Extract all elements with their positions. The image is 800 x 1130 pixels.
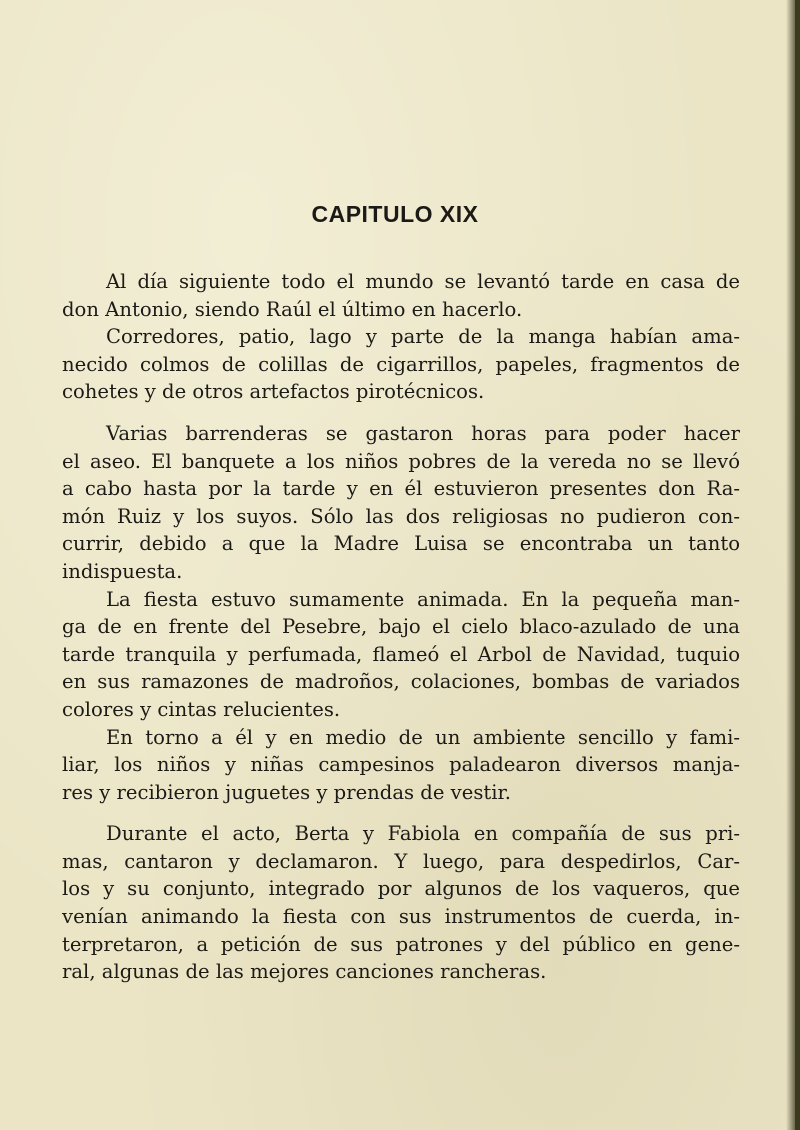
paragraph	[62, 420, 740, 586]
text-line: tarde tranquila y perfumada, flameó el Arbol de Navidad, tuquio	[62, 642, 740, 666]
text-line: colores y cintas relucientes.	[62, 697, 341, 721]
text-line: los y su conjunto, integrado por algunos de los vaqueros, que	[62, 877, 740, 901]
chapter-body	[62, 268, 740, 986]
text-line: Varias barrenderas se gastaron horas para poder hacer	[106, 421, 740, 445]
text-line: En torno a él y en medio de un ambiente sencillo y fami-	[106, 725, 740, 749]
text-line: terpretaron, a petición de sus patrones y del público en gene-	[62, 932, 740, 956]
text-line: en sus ramazones de madroños, colaciones, bombas de variados	[62, 670, 740, 694]
page-edge-strip	[795, 0, 800, 1130]
text-line: Al día siguiente todo el mundo se levantó tarde en casa de	[106, 270, 740, 293]
paragraph	[62, 724, 740, 807]
text-line: indispuesta.	[62, 559, 183, 583]
text-line: La fiesta estuvo sumamente animada. En la pequeña man-	[106, 587, 740, 611]
text-line: Durante el acto, Berta y Fabiola en compañía de sus pri-	[106, 822, 740, 846]
text-line: res y recibieron juguetes y prendas de vestir.	[62, 780, 511, 804]
text-line: ga de en frente del Pesebre, bajo el cielo blaco-azulado de una	[62, 615, 740, 639]
paragraph	[62, 586, 740, 724]
text-line: el aseo. El banquete a los niños pobres de la vereda no se llevó	[62, 449, 740, 473]
paragraph	[62, 268, 740, 323]
text-line: don Antonio, siendo Raúl el último en hacerlo.	[62, 297, 523, 321]
text-line: currir, debido a que la Madre Luisa se encontraba un tanto	[62, 532, 740, 556]
paragraph	[62, 323, 740, 406]
text-line: liar, los niños y niñas campesinos paladearon diversos manja-	[62, 753, 740, 777]
text-line: a cabo hasta por la tarde y en él estuvieron presentes don Ra-	[62, 477, 740, 501]
text-line: món Ruiz y los suyos. Sólo las dos religiosas no pudieron con-	[62, 504, 740, 528]
paragraph	[62, 820, 740, 986]
text-line: mas, cantaron y declamaron. Y luego, para despedirlos, Car-	[62, 849, 740, 873]
text-line: cohetes y de otros artefactos pirotécnicos.	[62, 380, 485, 404]
text-line: ral, algunas de las mejores canciones rancheras.	[62, 960, 547, 984]
text-line: Corredores, patio, lago y parte de la manga habían ama-	[106, 325, 740, 349]
chapter-title: CAPITULO XIX	[311, 201, 479, 227]
text-line: necido colmos de colillas de cigarrillos, papeles, fragmentos de	[62, 352, 740, 376]
text-line: venían animando la fiesta con sus instrumentos de cuerda, in-	[62, 905, 740, 929]
